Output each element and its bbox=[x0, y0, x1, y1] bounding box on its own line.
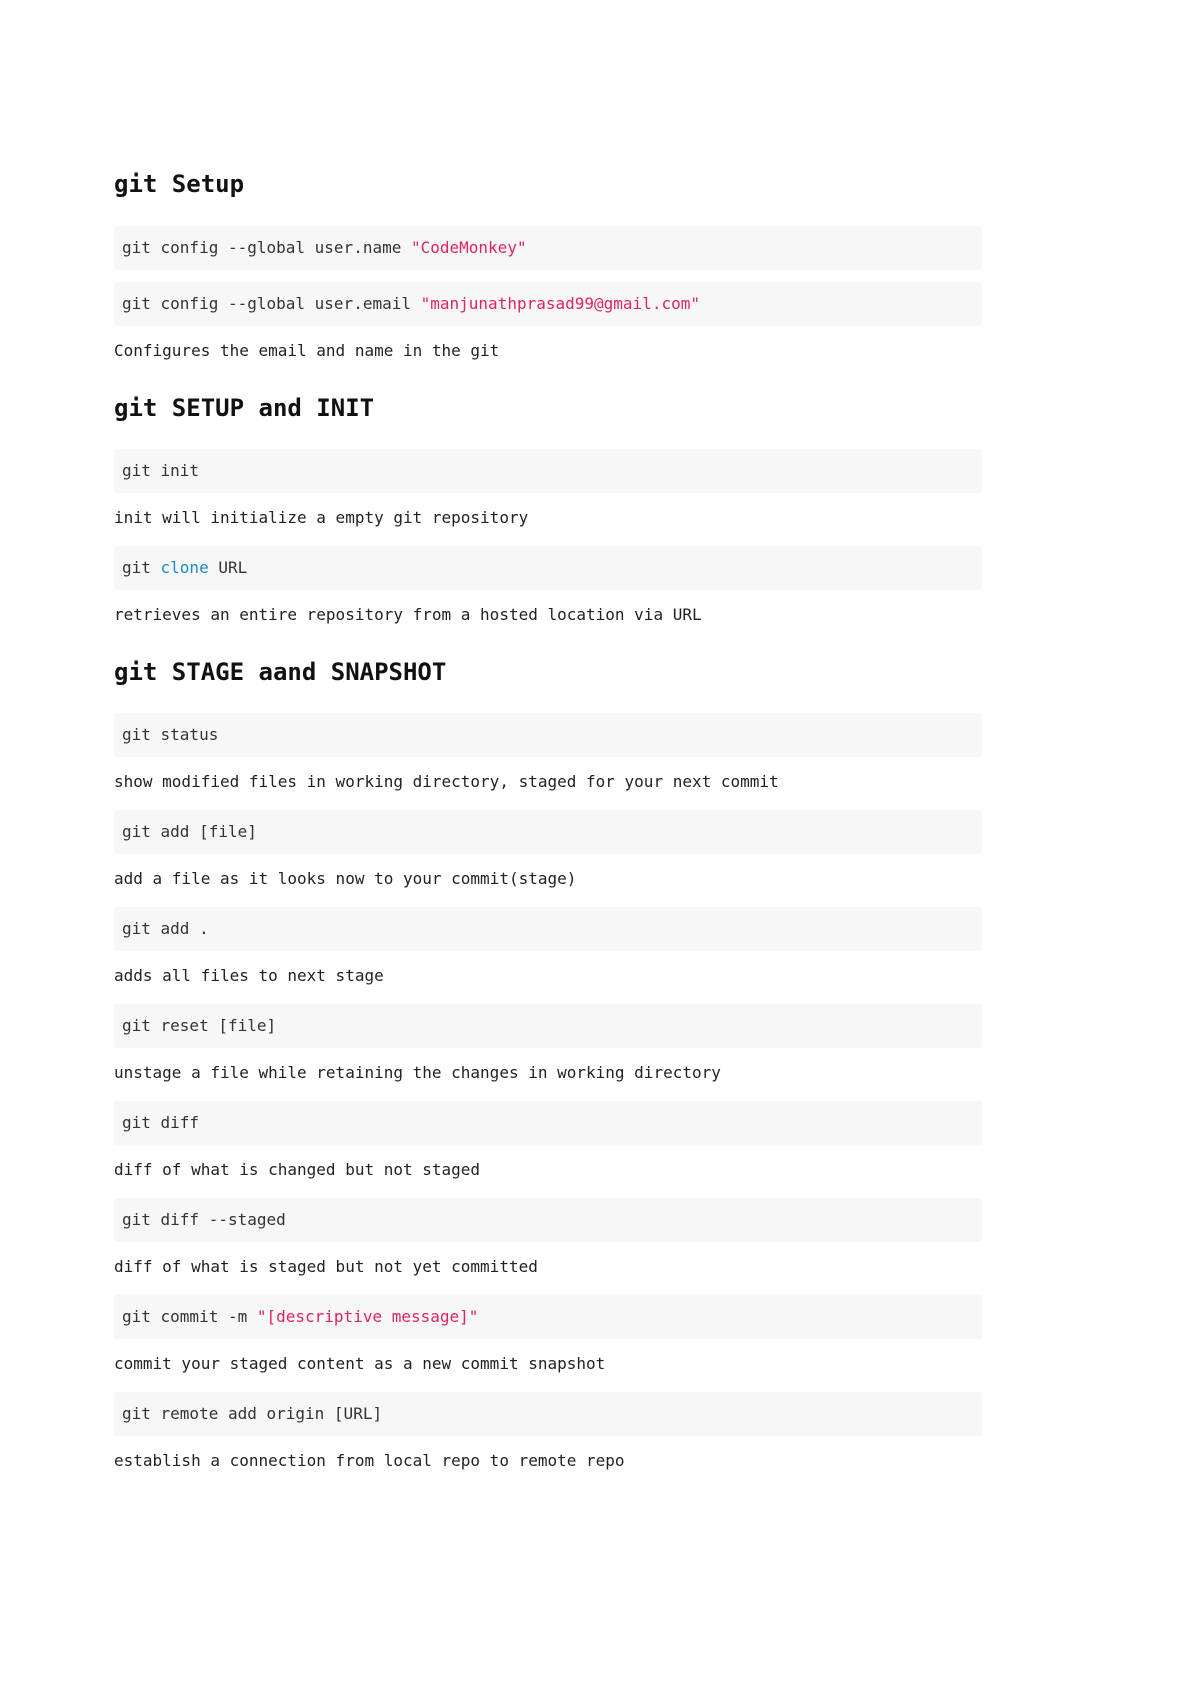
code-text: git init bbox=[122, 461, 200, 480]
code-git-remote bbox=[114, 1392, 982, 1436]
code-git-clone bbox=[114, 546, 982, 590]
desc-git-diff-staged: diff of what is staged but not yet committed bbox=[114, 1257, 538, 1276]
code-text: git diff bbox=[122, 1113, 200, 1132]
code-text: git diff --staged bbox=[122, 1210, 286, 1229]
heading-git-setup-init: git SETUP and INIT bbox=[114, 394, 375, 422]
desc-git-reset: unstage a file while retaining the changes in working directory bbox=[114, 1063, 721, 1082]
code-string: "CodeMonkey" bbox=[410, 238, 527, 257]
desc-git-init: init will initialize a empty git repository bbox=[114, 508, 529, 527]
code-git-init bbox=[114, 449, 982, 493]
code-text: git commit -m bbox=[122, 1307, 257, 1326]
code-git-add-all bbox=[114, 907, 982, 951]
code-text: git add . bbox=[122, 919, 209, 938]
code-text: git reset [file] bbox=[122, 1016, 277, 1035]
desc-config: Configures the email and name in the git bbox=[114, 341, 500, 360]
code-config-username bbox=[114, 226, 982, 270]
code-text: git remote add origin [URL] bbox=[122, 1404, 383, 1423]
code-text: git status bbox=[122, 725, 219, 744]
code-git-diff-staged bbox=[114, 1198, 982, 1242]
heading-git-stage-snapshot: git STAGE aand SNAPSHOT bbox=[114, 658, 447, 686]
desc-git-add-file: add a file as it looks now to your commit(stage) bbox=[114, 869, 577, 888]
code-text: git bbox=[122, 558, 161, 577]
code-string: "manjunathprasad99@gmail.com" bbox=[420, 294, 700, 313]
desc-git-clone: retrieves an entire repository from a hosted location via URL bbox=[114, 605, 702, 624]
code-text: git config --global user.name bbox=[122, 238, 411, 257]
desc-git-add-all: adds all files to next stage bbox=[114, 966, 384, 985]
document bbox=[114, 170, 982, 1472]
desc-git-remote: establish a connection from local repo to remote repo bbox=[114, 1451, 625, 1470]
code-git-status bbox=[114, 713, 982, 757]
heading-git-setup: git Setup bbox=[114, 170, 245, 198]
code-text: URL bbox=[208, 558, 248, 577]
code-git-reset bbox=[114, 1004, 982, 1048]
desc-git-commit: commit your staged content as a new commit snapshot bbox=[114, 1354, 606, 1373]
code-string: "[descriptive message]" bbox=[256, 1307, 479, 1326]
desc-git-status: show modified files in working directory, staged for your next commit bbox=[114, 772, 779, 791]
code-git-diff bbox=[114, 1101, 982, 1145]
code-text: git add [file] bbox=[122, 822, 257, 841]
code-git-add-file bbox=[114, 810, 982, 854]
code-keyword: clone bbox=[160, 558, 209, 577]
code-text: git config --global user.email bbox=[122, 294, 421, 313]
code-config-email bbox=[114, 282, 982, 326]
desc-git-diff: diff of what is changed but not staged bbox=[114, 1160, 481, 1179]
code-git-commit bbox=[114, 1295, 982, 1339]
